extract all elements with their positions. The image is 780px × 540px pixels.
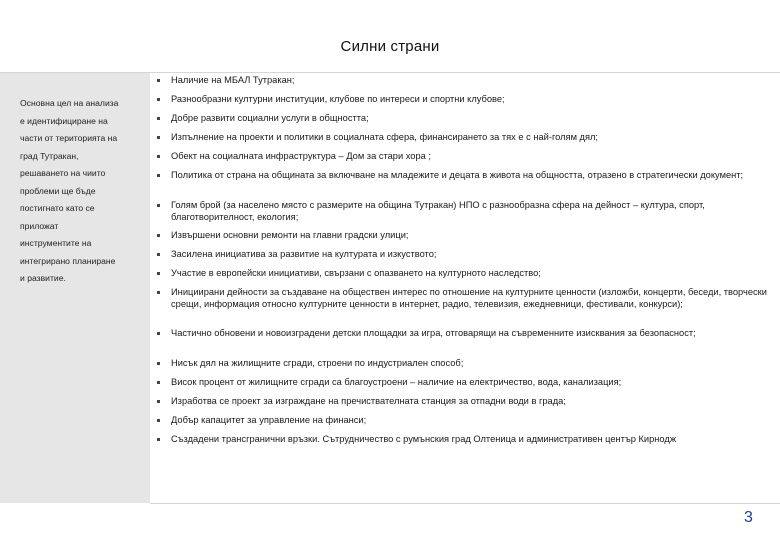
list-item: Висок процент от жилищните сгради са благоустроени – наличие на електричество, вода, канализация; [155, 377, 767, 396]
strengths-list [155, 75, 767, 464]
sidebar-line: и развитие. [20, 273, 66, 283]
list-item: Разнообразни културни институции, клубове по интереси и спортни клубове; [155, 94, 767, 113]
sidebar-line: град Тутракан, [20, 150, 79, 161]
list-item: Добре развити социални услуги в общността; [155, 113, 767, 132]
sidebar-line: Основна цел на анализа [20, 98, 119, 108]
list-item: Инициирани дейности за създаване на обществен интерес по отношение на културните ценности (изложби, концерти, беседи, творчески срещи, информация относно културните ценности в интернет, радио, телевизия, ежедневници, фестивали, конкурси); [155, 287, 767, 328]
list-item: Изработва се проект за изграждане на пречиствателната станция за отпадни води в града; [155, 396, 767, 415]
list-item: Създадени трансгранични връзки. Сътрудничество с румънския град Олтеница и административен център Кирнодж [155, 434, 767, 464]
sidebar-line: проблеми ще бъде [20, 185, 96, 196]
sidebar-line: части от територията на [20, 133, 118, 143]
sidebar-line: приложат [20, 220, 59, 231]
sidebar-line: е идентифициране на [20, 115, 108, 126]
list-item: Участие в европейски инициативи, свързани с опазването на културното наследство; [155, 268, 767, 287]
sidebar-line: инструментите на [20, 238, 92, 248]
list-item: Засилена инициатива за развитие на културата и изкуството; [155, 249, 767, 268]
list-item: Голям брой (за населено място с размерите на община Тутракан) НПО с разнообразна сфера на дейност – култура, спорт, благотворителност, екология; [155, 200, 767, 230]
list-item: Частично обновени и новоизградени детски площадки за игра, отговарящи на съвременните изисквания за безопасност; [155, 328, 767, 358]
page-number: 3 [744, 509, 753, 526]
list-item: Политика от страна на общината за включване на младежите и децата в живота на общността, отразено в стратегически документ; [155, 170, 767, 200]
list-item: Извършени основни ремонти на главни градски улици; [155, 230, 767, 249]
footer-divider [150, 503, 780, 504]
sidebar-line: решаването на чиито [20, 168, 106, 178]
list-item: Добър капацитет за управление на финанси; [155, 415, 767, 434]
list-item: Нисък дял на жилищните сгради, строени по индустриален способ; [155, 358, 767, 377]
sidebar-description [20, 95, 148, 288]
sidebar-line: постигнато като се [20, 203, 95, 213]
list-item: Изпълнение на проекти и политики в социалната сфера, финансирането за тях е с най-голям дял; [155, 132, 767, 151]
list-item: Обект на социалната инфраструктура – Дом за стари хора ; [155, 151, 767, 170]
page-title: Силни страни [340, 38, 440, 55]
list-item: Наличие на МБАЛ Тутракан; [155, 75, 767, 94]
sidebar-line: интегрирано планиране [20, 255, 116, 266]
